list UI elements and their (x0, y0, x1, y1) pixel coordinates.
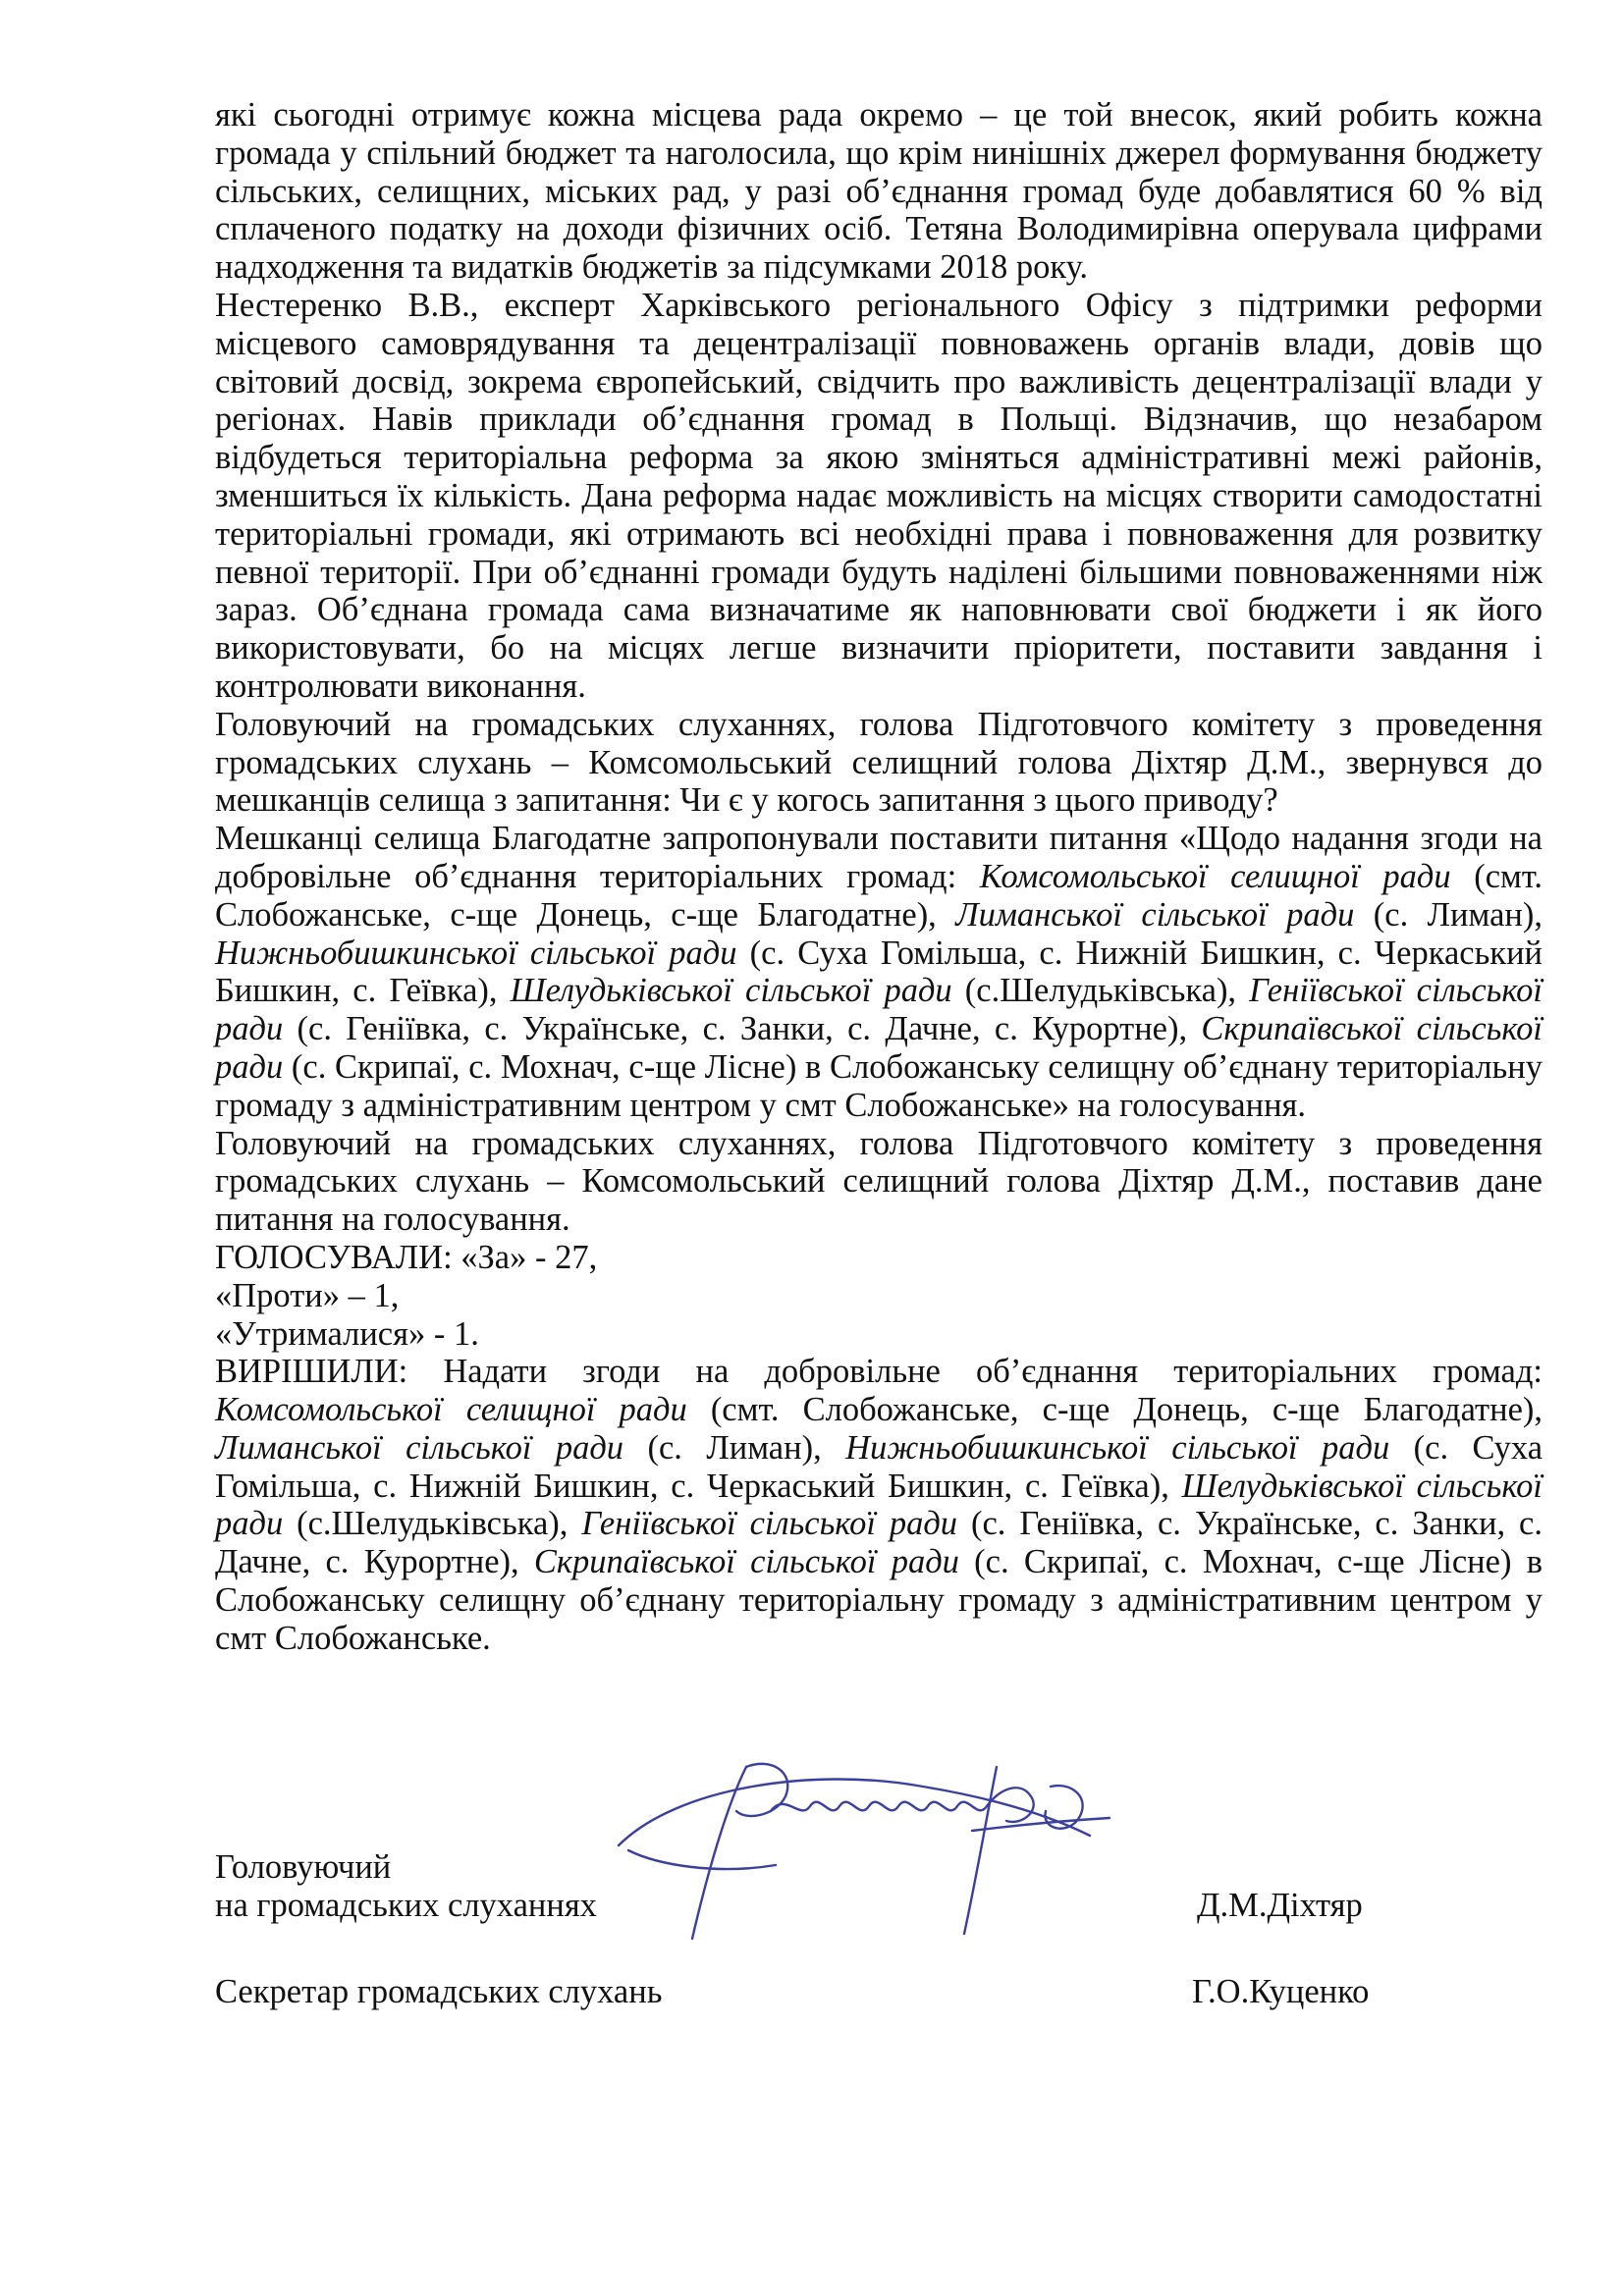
decision-council-nyzhnobyshkynska: Нижньобишкинської сільської ради (845, 1428, 1390, 1467)
signature-block (215, 1848, 1543, 2025)
vote-against: «Проти» – 1, (215, 1276, 400, 1314)
chair-title-line-1: Головуючий (215, 1848, 392, 1886)
paragraph-expert: Нестеренко В.В., експерт Харківського регіонального Офісу з підтримки реформи місцевого самоврядування та децентралізації повноважень органів влади, довів що світовий досвід, зокрема європейський, свідчить про важливість децентралізації влади у регіонах. Навів приклади об’єднання громад в Польщі. Відзначив, що незабаром відбудеться територіальна реформа за якою зміняться адміністративні межі районів, зменшиться їх кількість. Дана реформа надає можливість на місцях створити самодостатні територіальні громади, які отримають всі необхідні права і повноваження для розвитку певної території. При об’єднанні громади будуть наділені більшими повноваженнями ніж зараз. Об’єднана громада сама визначатиме як наповнювати свої бюджети і як його використовувати, бо на місцях легше визначити пріоритети, поставити завдання і контролювати виконання. (215, 286, 1543, 705)
proposal-text-6: (с. Геніївка, с. Українське, с. Занки, с. Дачне, с. Курортне), (283, 1010, 1202, 1048)
decision-council-heniivska: Геніївської сільської ради (581, 1505, 958, 1543)
proposal-text-2: (смт. Слобожанське, с-ще Донець, с-ще Благодатне), (215, 857, 1543, 934)
secretary-title: Секретар громадських слухань (215, 1973, 663, 2010)
council-lymanska: Лиманської сільської ради (955, 895, 1355, 934)
paragraph-budget: які сьогодні отримує кожна місцева рада окремо – це той внесок, який робить кожна громада у спільний бюджет та наголосила, що крім нинішніх джерел формування бюджету сільських, селищних, міських рад, у разі об’єднання громад буде добавлятися 60 % від сплаченого податку на доходи фізичних осіб. Тетяна Володимирівна оперувала цифрами надходження та видатків бюджетів за підсумками 2018 року. (215, 96, 1543, 287)
decision-text-1: ВИРІШИЛИ: Надати згоди на добровільне об’єднання територіальних громад: (215, 1353, 1543, 1391)
decision-text-6: (с. Геніївка, с. Українське, с. Занки, с. Дачне, с. Курортне), (215, 1505, 1543, 1581)
paragraph-chair-question: Головуючий на громадських слуханнях, голова Підготовчого комітету з проведення громадських слухань – Комсомольський селищний голова Діхтяр Д.М., звернувся до мешканців селища з запитання: Чи є у когось запитання з цього приводу? (215, 705, 1543, 820)
decision-text-2: (смт. Слобожанське, с-ще Донець, с-ще Благодатне), (686, 1391, 1543, 1429)
proposal-text-3: (с. Лиман), (1354, 895, 1543, 934)
decision-text-3: (с. Лиман), (623, 1428, 846, 1467)
secretary-name: Г.О.Куценко (1192, 1973, 1370, 2010)
decision-council-lymanska: Лиманської сільської ради (215, 1428, 624, 1467)
proposal-text-1: Мешканці селища Благодатне запропонували поставити питання «Щодо надання згоди на добровільне об’єднання територіальних громад: (215, 820, 1543, 895)
proposal-text-4: (с. Суха Гомільша, с. Нижній Бишкин, с. Черкаський Бишкин, с. Геївка), (215, 934, 1543, 1010)
chair-title-line-2: на громадських слуханнях (215, 1887, 597, 1924)
vote-abstained: «Утрималися» - 1. (215, 1314, 479, 1353)
council-skrypaivska: Скрипаївської сільської ради (215, 1010, 1543, 1086)
vote-for: ГОЛОСУВАЛИ: «За» - 27, (215, 1238, 598, 1276)
decision-council-komsomolska: Комсомольської селищної ради (215, 1391, 687, 1429)
paragraph-proposal (215, 820, 1543, 1124)
proposal-text-7: (с. Скрипаї, с. Мохнач, с-ще Лісне) в Слобожанську селищну об’єднану територіальну громаду з адміністративним центром у смт Слобожанське» на голосування. (215, 1047, 1543, 1124)
council-heniivska: Геніївської сільської ради (215, 972, 1543, 1048)
decision-text-5: (с.Шелудьківська), (283, 1505, 582, 1543)
paragraph-decision (215, 1353, 1543, 1657)
decision-text-7: (с. Скрипаї, с. Мохнач, с-ще Лісне) в Слобожанську селищну об’єднану територіальну громаду з адміністративним центром у смт Слобожанське. (215, 1543, 1543, 1657)
decision-text-4: (с. Суха Гомільша, с. Нижній Бишкин, с. Черкаський Бишкин, с. Геївка), (215, 1428, 1543, 1505)
chair-name: Д.М.Діхтяр (1197, 1887, 1363, 1924)
council-komsomolska: Комсомольської селищної ради (979, 857, 1451, 895)
document-body (215, 96, 1543, 1658)
paragraph-chair-vote: Головуючий на громадських слуханнях, голова Підготовчого комітету з проведення громадських слухань – Комсомольський селищний голова Діхтяр Д.М., поставив дане питання на голосування. (215, 1124, 1543, 1239)
decision-council-skrypaivska: Скрипаївської сільської ради (533, 1543, 959, 1581)
council-nyzhnobyshkynska: Нижньобишкинської сільської ради (215, 934, 737, 972)
council-sheludkivska: Шелудьківської сільської ради (510, 972, 952, 1010)
proposal-text-5: (с.Шелудьківська), (951, 972, 1250, 1010)
decision-council-sheludkivska: Шелудьківської сільської ради (215, 1467, 1543, 1543)
